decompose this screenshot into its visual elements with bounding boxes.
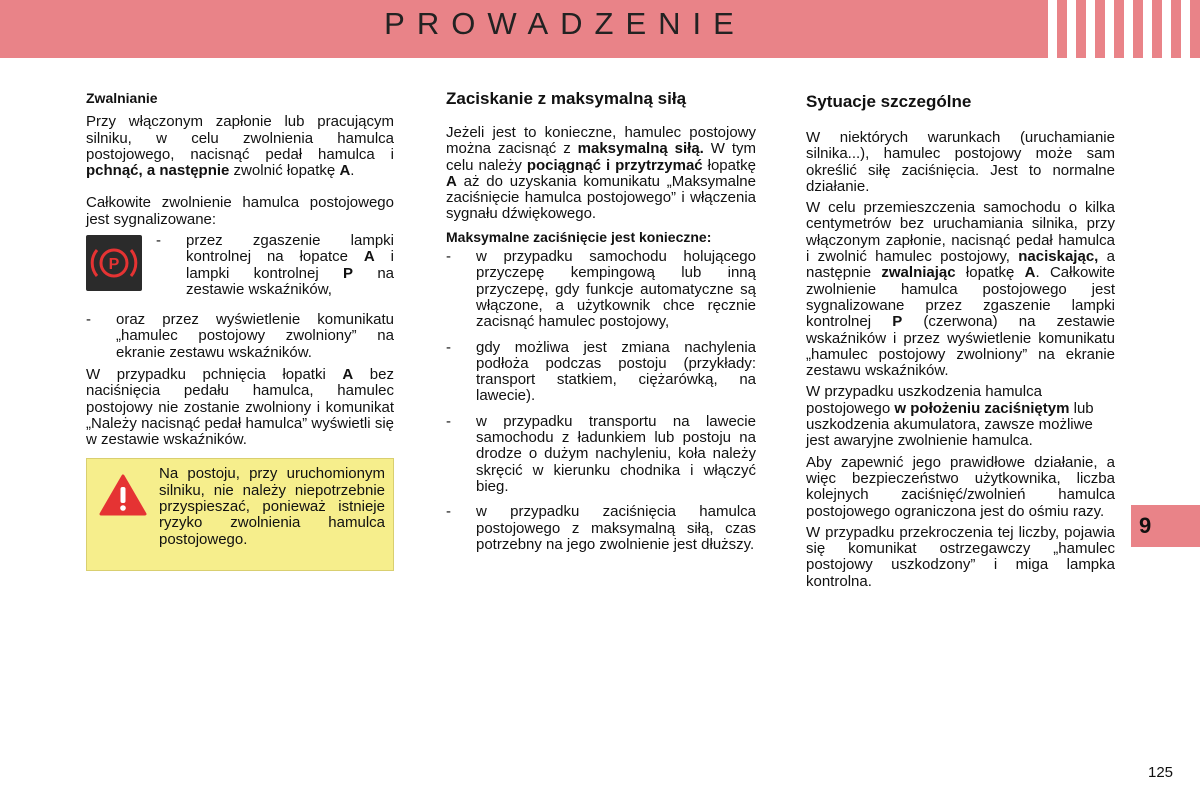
text: bez naciśnięcia pedału hamulca, hamulec postojowy nie zostanie zwolniony i komunikat „Należy nacisnąć pedał hamulca” wyświetli się w zestawie wskaźników. (86, 365, 394, 449)
section-heading-zwalnianie: Zwalnianie (86, 90, 158, 106)
text: łopatkę (955, 264, 1025, 282)
header-band (0, 0, 1200, 58)
list-item: - oraz przez wyświetlenie komunikatu „hamulec postojowy zwolniony” na ekranie zestawu wskaźników. (86, 312, 394, 361)
paragraph: Aby zapewnić jego prawidłowe działanie, a więc bezpieczeństwo użytkownika, liczba kolejnych zaciśnięć/zwolnień hamulca postojowego ograniczona jest do ośmiu razy. (806, 453, 1115, 520)
paragraph: W przypadku przekroczenia tej liczby, pojawia się komunikat ostrzegawczy „hamulec postojowy uszkodzony” i miga lampka kontrolna. (806, 523, 1115, 590)
paragraph (806, 384, 1115, 449)
column-middle (446, 90, 756, 562)
lamp-item-text (156, 233, 394, 302)
text: . (350, 162, 355, 180)
text: (czerwona) na zestawie wskaźników i przez wyświetlenie komunikatu „hamulec postojowy zwolniony” na ekranie zestawu wskaźników. (806, 313, 1115, 380)
page-number: 125 (1148, 764, 1174, 781)
header-stripe (1124, 0, 1133, 58)
text: Jeżeli jest to konieczne, hamulec postojowy można zacisnąć z (446, 124, 756, 158)
bold-text: P (892, 313, 903, 331)
list-item (156, 233, 394, 298)
list-item: - w przypadku transportu na lawecie samochodu z ładunkiem lub postoju na drodze o dużym nachyleniu, koła należy skręcić w kierunku chodnika i włączyć bieg. (446, 414, 756, 495)
paragraph-signaled: Całkowite zwolnienie hamulca postojowego jest sygnalizowane: (86, 194, 394, 228)
bold-text: w położeniu zaciśniętym (894, 399, 1070, 417)
column-right (806, 90, 1115, 595)
text: W celu przemieszczenia samochodu o kilka centymetrów bez uruchamiania silnika, przy włączonym zapłonie, nacisnąć pedał hamulca i zwolnić hamulec postojowy, (806, 199, 1115, 266)
page-title: PROWADZENIE (384, 6, 746, 41)
subheading-max-needed: Maksymalne zaciśnięcie jest konieczne: (446, 228, 712, 245)
bold-text: P (343, 264, 354, 282)
bold-text: A (446, 172, 457, 190)
header-stripe (1143, 0, 1152, 58)
chapter-number: 9 (1139, 513, 1152, 538)
bold-text: zwalniając (881, 264, 956, 282)
column-left (86, 90, 394, 571)
text: aż do uzyskania komunikatu „Maksymalne zaciśnięcie hamulca postojowego” i włączenia sygnału dźwiękowego. (446, 172, 756, 223)
text: łopatkę (702, 156, 756, 174)
paragraph: W niektórych warunkach (uruchamianie silnika...), hamulec postojowy może sam określić siłę zaciśnięcia. Jest to normalne działanie. (806, 129, 1115, 195)
header-stripe (1105, 0, 1114, 58)
bold-text: naciskając, (1018, 248, 1099, 266)
header-stripe (1067, 0, 1076, 58)
bold-text: pchnąć, a następnie (86, 162, 230, 180)
list-item: - w przypadku zaciśnięcia hamulca postojowego z maksymalną siłą, czas potrzebny na jego zwolnienie jest dłuższy. (446, 504, 756, 553)
chapter-tab (1131, 505, 1200, 547)
text: W tym celu należy (446, 140, 756, 174)
header-stripe (1162, 0, 1171, 58)
list-item: - w przypadku samochodu holującego przyczepę kempingową lub inną przyczepę, gdy funkcje automatyczne są włączone, a użytkownik chce ręcznie zacisnąć hamulec postojowy, (446, 249, 756, 330)
text: na zestawie wskaźników, (186, 264, 395, 298)
lamp-item (86, 233, 394, 309)
bold-text: A (339, 162, 351, 180)
text: Przy włączonym zapłonie lub pracującym silniku, w celu zwolnienia hamulca postojowego, nacisnąć pedał hamulca i (86, 113, 394, 163)
bold-text: pociągnąć i przytrzymać (526, 156, 703, 174)
paragraph-push (86, 367, 394, 448)
text: lub uszkodzenia akumulatora, zawsze możliwe jest awaryjne zwolnienie hamulca. (806, 399, 1094, 450)
warning-box (86, 458, 394, 571)
text: W przypadku pchnięcia łopatki (86, 365, 343, 383)
paragraph-max-force (446, 125, 756, 223)
warning-triangle-icon (99, 473, 147, 521)
warning-text: Na postoju, przy uruchomionym silniku, nie należy niepotrzebnie przyspieszać, ponieważ istnieje ryzyko zwolnienia hamulca postojowego. (159, 465, 385, 548)
text: a następnie (806, 248, 1115, 282)
svg-text:P: P (108, 256, 120, 274)
header-stripe (1086, 0, 1095, 58)
section-heading-max-force: Zaciskanie z maksymalną siłą (446, 89, 687, 108)
parking-brake-lamp-icon (86, 235, 142, 291)
text: i lampki kontrolnej (186, 248, 394, 282)
paragraph (806, 200, 1115, 379)
header-stripe (1048, 0, 1057, 58)
section-heading-special: Sytuacje szczególne (806, 92, 972, 111)
header-stripe (1181, 0, 1190, 58)
text: . Całkowite zwolnienie hamulca postojowego jest sygnalizowane przez zgaszenie lampki kontrolnej (806, 264, 1115, 331)
bold-text: A (342, 365, 354, 383)
text: zwolnić łopatkę (229, 162, 340, 180)
bold-text: maksymalną siłą. (577, 140, 704, 158)
bold-text: A (363, 248, 375, 266)
bold-text: A (1024, 264, 1036, 282)
paragraph-release (86, 114, 394, 179)
list-item: - gdy możliwa jest zmiana nachylenia podłoża podczas postoju (przykłady: transport statkiem, ciężarówką, na lawecie). (446, 340, 756, 405)
text: W przypadku uszkodzenia hamulca postojowego (806, 383, 1042, 417)
text: przez zgaszenie lampki kontrolnej na łopatce (186, 232, 394, 266)
